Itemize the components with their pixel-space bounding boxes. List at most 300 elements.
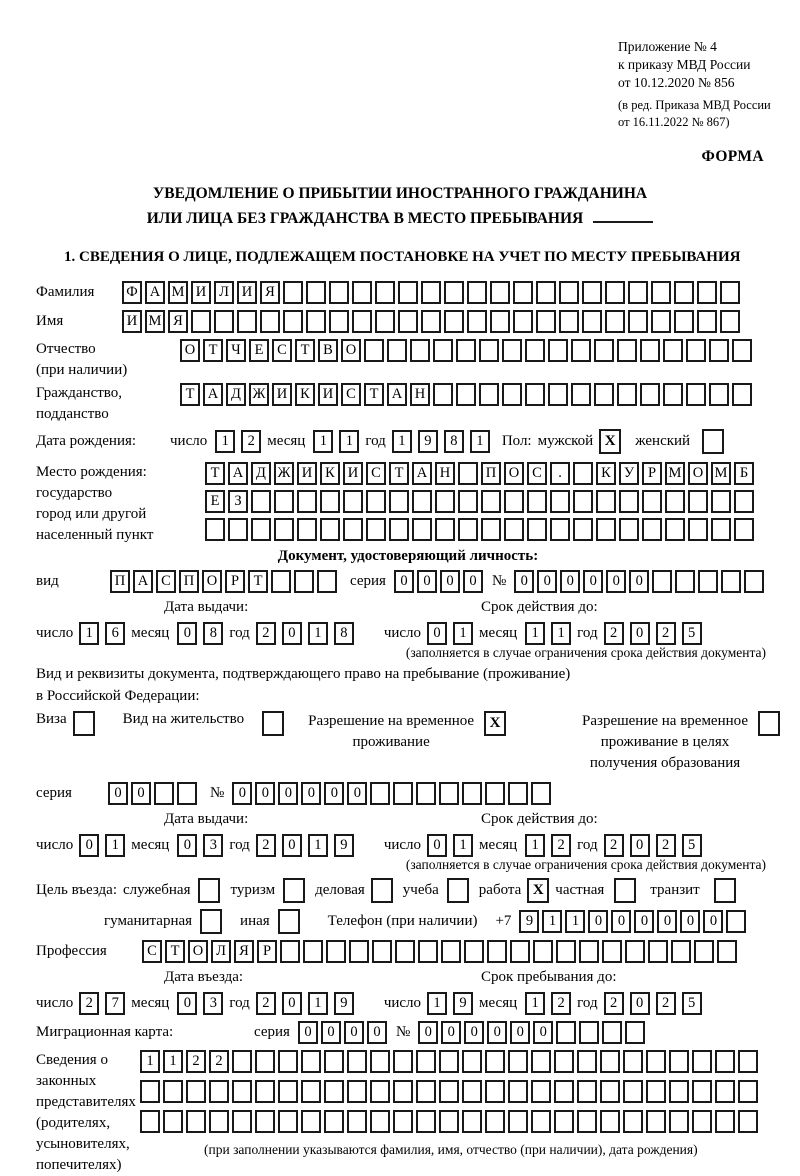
char-cell[interactable]: 0 (301, 782, 321, 805)
char-cell[interactable]: 0 (347, 782, 367, 805)
char-cell[interactable] (462, 1050, 482, 1073)
char-cell[interactable]: 0 (282, 622, 302, 645)
char-cell[interactable] (674, 281, 694, 304)
char-cell[interactable]: Е (249, 339, 269, 362)
char-cell[interactable]: 0 (463, 570, 483, 593)
char-cell[interactable]: О (188, 940, 208, 963)
char-cell[interactable] (686, 339, 706, 362)
char-cell[interactable] (646, 1110, 666, 1133)
char-cell[interactable] (732, 339, 752, 362)
char-cell[interactable] (435, 490, 455, 513)
char-cell[interactable] (688, 490, 708, 513)
char-cell[interactable] (398, 310, 418, 333)
char-cell[interactable]: И (122, 310, 142, 333)
char-cell[interactable] (343, 518, 363, 541)
char-cell[interactable] (294, 570, 314, 593)
char-cell[interactable]: 0 (533, 1021, 553, 1044)
char-cell[interactable] (389, 518, 409, 541)
char-cell[interactable] (671, 940, 691, 963)
char-cell[interactable] (698, 570, 718, 593)
char-cell[interactable] (688, 518, 708, 541)
char-cell[interactable] (326, 940, 346, 963)
char-cell[interactable] (548, 339, 568, 362)
char-cell[interactable] (502, 339, 522, 362)
char-cell[interactable] (393, 782, 413, 805)
char-cell[interactable] (352, 281, 372, 304)
char-cell[interactable] (571, 339, 591, 362)
char-cell[interactable] (329, 310, 349, 333)
char-cell[interactable]: 2 (656, 834, 676, 857)
char-cell[interactable] (669, 1110, 689, 1133)
char-cell[interactable] (738, 1050, 758, 1073)
char-cell[interactable] (260, 310, 280, 333)
char-cell[interactable]: Т (205, 462, 225, 485)
purpose-transit-checkbox[interactable] (714, 878, 736, 903)
purpose-other-checkbox[interactable] (278, 909, 300, 934)
char-cell[interactable]: Т (248, 570, 268, 593)
char-cell[interactable]: 1 (308, 992, 328, 1015)
char-cell[interactable] (711, 518, 731, 541)
char-cell[interactable]: 5 (682, 622, 702, 645)
char-cell[interactable] (375, 281, 395, 304)
char-cell[interactable] (481, 490, 501, 513)
char-cell[interactable] (366, 490, 386, 513)
char-cell[interactable]: А (228, 462, 248, 485)
char-cell[interactable]: 0 (629, 570, 649, 593)
char-cell[interactable] (347, 1050, 367, 1073)
char-cell[interactable]: Т (389, 462, 409, 485)
char-cell[interactable]: 2 (551, 834, 571, 857)
char-cell[interactable] (324, 1080, 344, 1103)
char-cell[interactable] (410, 339, 430, 362)
char-cell[interactable]: 0 (634, 910, 654, 933)
char-cell[interactable] (692, 1050, 712, 1073)
char-cell[interactable]: 0 (367, 1021, 387, 1044)
char-cell[interactable] (675, 570, 695, 593)
char-cell[interactable]: 0 (177, 834, 197, 857)
char-cell[interactable] (554, 1050, 574, 1073)
char-cell[interactable] (640, 383, 660, 406)
char-cell[interactable]: И (297, 462, 317, 485)
char-cell[interactable] (458, 518, 478, 541)
char-cell[interactable]: 0 (703, 910, 723, 933)
char-cell[interactable] (734, 518, 754, 541)
char-cell[interactable] (320, 490, 340, 513)
char-cell[interactable] (640, 339, 660, 362)
char-cell[interactable]: 2 (79, 992, 99, 1015)
char-cell[interactable]: 0 (298, 1021, 318, 1044)
char-cell[interactable] (642, 490, 662, 513)
char-cell[interactable] (372, 940, 392, 963)
char-cell[interactable]: Н (435, 462, 455, 485)
char-cell[interactable] (462, 782, 482, 805)
char-cell[interactable]: 1 (339, 430, 359, 453)
char-cell[interactable] (412, 490, 432, 513)
char-cell[interactable] (550, 490, 570, 513)
char-cell[interactable]: 0 (514, 570, 534, 593)
char-cell[interactable] (177, 782, 197, 805)
char-cell[interactable]: 0 (255, 782, 275, 805)
char-cell[interactable] (536, 281, 556, 304)
char-cell[interactable] (525, 383, 545, 406)
char-cell[interactable] (531, 1110, 551, 1133)
char-cell[interactable] (297, 490, 317, 513)
char-cell[interactable] (370, 1050, 390, 1073)
char-cell[interactable] (366, 518, 386, 541)
char-cell[interactable] (364, 339, 384, 362)
char-cell[interactable] (577, 1110, 597, 1133)
char-cell[interactable] (393, 1080, 413, 1103)
char-cell[interactable]: Ф (122, 281, 142, 304)
char-cell[interactable]: А (203, 383, 223, 406)
char-cell[interactable] (715, 1050, 735, 1073)
purpose-study-checkbox[interactable] (447, 878, 469, 903)
char-cell[interactable] (387, 339, 407, 362)
char-cell[interactable] (600, 1050, 620, 1073)
char-cell[interactable]: С (341, 383, 361, 406)
char-cell[interactable] (456, 383, 476, 406)
purpose-humanitarian-checkbox[interactable] (200, 909, 222, 934)
char-cell[interactable] (717, 940, 737, 963)
char-cell[interactable] (209, 1080, 229, 1103)
char-cell[interactable] (209, 1110, 229, 1133)
char-cell[interactable]: 1 (453, 622, 473, 645)
char-cell[interactable] (625, 940, 645, 963)
char-cell[interactable] (416, 1050, 436, 1073)
char-cell[interactable]: 2 (241, 430, 261, 453)
char-cell[interactable] (433, 339, 453, 362)
char-cell[interactable] (140, 1110, 160, 1133)
char-cell[interactable] (479, 383, 499, 406)
char-cell[interactable] (324, 1050, 344, 1073)
char-cell[interactable] (462, 1080, 482, 1103)
char-cell[interactable]: С (366, 462, 386, 485)
char-cell[interactable] (651, 310, 671, 333)
char-cell[interactable]: 1 (105, 834, 125, 857)
char-cell[interactable]: 0 (606, 570, 626, 593)
char-cell[interactable] (487, 940, 507, 963)
char-cell[interactable] (617, 339, 637, 362)
char-cell[interactable] (485, 1110, 505, 1133)
char-cell[interactable] (271, 570, 291, 593)
char-cell[interactable]: Л (214, 281, 234, 304)
char-cell[interactable]: 1 (525, 992, 545, 1015)
char-cell[interactable]: 0 (630, 992, 650, 1015)
char-cell[interactable]: 0 (537, 570, 557, 593)
char-cell[interactable]: О (504, 462, 524, 485)
char-cell[interactable] (467, 310, 487, 333)
char-cell[interactable] (303, 940, 323, 963)
char-cell[interactable] (163, 1110, 183, 1133)
char-cell[interactable] (412, 518, 432, 541)
char-cell[interactable]: 1 (308, 834, 328, 857)
char-cell[interactable]: 0 (418, 1021, 438, 1044)
char-cell[interactable] (320, 518, 340, 541)
char-cell[interactable]: 8 (444, 430, 464, 453)
char-cell[interactable] (623, 1050, 643, 1073)
char-cell[interactable] (628, 310, 648, 333)
char-cell[interactable] (596, 518, 616, 541)
char-cell[interactable]: 9 (519, 910, 539, 933)
char-cell[interactable] (697, 281, 717, 304)
char-cell[interactable]: 2 (256, 992, 276, 1015)
char-cell[interactable] (389, 490, 409, 513)
char-cell[interactable] (697, 310, 717, 333)
char-cell[interactable] (228, 518, 248, 541)
char-cell[interactable] (502, 383, 522, 406)
char-cell[interactable]: 2 (604, 992, 624, 1015)
char-cell[interactable] (531, 782, 551, 805)
char-cell[interactable]: 5 (682, 834, 702, 857)
char-cell[interactable] (623, 1080, 643, 1103)
char-cell[interactable] (527, 490, 547, 513)
char-cell[interactable]: 3 (203, 834, 223, 857)
char-cell[interactable] (191, 310, 211, 333)
char-cell[interactable]: Т (180, 383, 200, 406)
char-cell[interactable]: Ж (274, 462, 294, 485)
char-cell[interactable] (329, 281, 349, 304)
char-cell[interactable] (283, 281, 303, 304)
char-cell[interactable]: П (110, 570, 130, 593)
char-cell[interactable]: 0 (487, 1021, 507, 1044)
char-cell[interactable] (232, 1050, 252, 1073)
char-cell[interactable]: А (412, 462, 432, 485)
char-cell[interactable]: 1 (470, 430, 490, 453)
char-cell[interactable] (306, 310, 326, 333)
char-cell[interactable] (349, 940, 369, 963)
char-cell[interactable]: 1 (525, 834, 545, 857)
char-cell[interactable]: Н (410, 383, 430, 406)
female-checkbox[interactable] (702, 429, 724, 454)
char-cell[interactable]: И (272, 383, 292, 406)
char-cell[interactable]: 0 (417, 570, 437, 593)
char-cell[interactable] (467, 281, 487, 304)
char-cell[interactable] (416, 782, 436, 805)
char-cell[interactable] (602, 940, 622, 963)
char-cell[interactable]: П (481, 462, 501, 485)
char-cell[interactable]: 0 (657, 910, 677, 933)
char-cell[interactable] (504, 518, 524, 541)
char-cell[interactable] (297, 518, 317, 541)
char-cell[interactable]: 1 (551, 622, 571, 645)
char-cell[interactable]: А (133, 570, 153, 593)
char-cell[interactable] (646, 1050, 666, 1073)
char-cell[interactable] (163, 1080, 183, 1103)
char-cell[interactable]: 0 (510, 1021, 530, 1044)
char-cell[interactable] (464, 940, 484, 963)
char-cell[interactable] (692, 1080, 712, 1103)
char-cell[interactable]: 1 (542, 910, 562, 933)
char-cell[interactable]: Т (165, 940, 185, 963)
char-cell[interactable] (531, 1080, 551, 1103)
char-cell[interactable] (370, 1080, 390, 1103)
char-cell[interactable] (232, 1110, 252, 1133)
char-cell[interactable] (444, 281, 464, 304)
char-cell[interactable] (274, 490, 294, 513)
char-cell[interactable] (416, 1110, 436, 1133)
char-cell[interactable] (490, 310, 510, 333)
char-cell[interactable]: 2 (186, 1050, 206, 1073)
char-cell[interactable] (485, 782, 505, 805)
char-cell[interactable] (648, 940, 668, 963)
char-cell[interactable] (274, 518, 294, 541)
char-cell[interactable]: 0 (394, 570, 414, 593)
char-cell[interactable]: О (180, 339, 200, 362)
char-cell[interactable]: 0 (611, 910, 631, 933)
char-cell[interactable]: С (272, 339, 292, 362)
char-cell[interactable]: 8 (334, 622, 354, 645)
char-cell[interactable]: 0 (108, 782, 128, 805)
char-cell[interactable] (720, 281, 740, 304)
purpose-business-checkbox[interactable] (371, 878, 393, 903)
char-cell[interactable] (232, 1080, 252, 1103)
char-cell[interactable]: 1 (140, 1050, 160, 1073)
char-cell[interactable]: Д (251, 462, 271, 485)
char-cell[interactable] (444, 310, 464, 333)
char-cell[interactable] (579, 940, 599, 963)
char-cell[interactable]: 0 (177, 622, 197, 645)
char-cell[interactable] (306, 281, 326, 304)
char-cell[interactable] (726, 910, 746, 933)
char-cell[interactable] (623, 1110, 643, 1133)
char-cell[interactable]: С (527, 462, 547, 485)
char-cell[interactable]: К (596, 462, 616, 485)
char-cell[interactable] (352, 310, 372, 333)
char-cell[interactable] (214, 310, 234, 333)
char-cell[interactable]: 0 (321, 1021, 341, 1044)
char-cell[interactable]: 1 (525, 622, 545, 645)
char-cell[interactable]: 0 (630, 834, 650, 857)
char-cell[interactable] (154, 782, 174, 805)
char-cell[interactable] (715, 1080, 735, 1103)
purpose-official-checkbox[interactable] (198, 878, 220, 903)
char-cell[interactable] (458, 462, 478, 485)
char-cell[interactable] (596, 490, 616, 513)
char-cell[interactable] (370, 1110, 390, 1133)
char-cell[interactable] (554, 1080, 574, 1103)
char-cell[interactable] (554, 1110, 574, 1133)
char-cell[interactable] (709, 383, 729, 406)
char-cell[interactable]: О (688, 462, 708, 485)
char-cell[interactable]: 5 (682, 992, 702, 1015)
char-cell[interactable]: Б (734, 462, 754, 485)
char-cell[interactable] (651, 281, 671, 304)
char-cell[interactable]: 0 (464, 1021, 484, 1044)
char-cell[interactable] (577, 1080, 597, 1103)
char-cell[interactable] (513, 310, 533, 333)
char-cell[interactable] (573, 490, 593, 513)
char-cell[interactable] (550, 518, 570, 541)
char-cell[interactable] (732, 383, 752, 406)
char-cell[interactable]: Р (642, 462, 662, 485)
char-cell[interactable] (663, 339, 683, 362)
char-cell[interactable]: 0 (680, 910, 700, 933)
purpose-tourism-checkbox[interactable] (283, 878, 305, 903)
char-cell[interactable] (619, 490, 639, 513)
char-cell[interactable]: И (237, 281, 257, 304)
char-cell[interactable] (278, 1110, 298, 1133)
char-cell[interactable]: Ж (249, 383, 269, 406)
char-cell[interactable]: 0 (427, 622, 447, 645)
char-cell[interactable]: 1 (163, 1050, 183, 1073)
char-cell[interactable] (439, 1110, 459, 1133)
char-cell[interactable] (456, 339, 476, 362)
char-cell[interactable] (669, 1080, 689, 1103)
char-cell[interactable] (421, 310, 441, 333)
char-cell[interactable]: 0 (177, 992, 197, 1015)
char-cell[interactable] (508, 1050, 528, 1073)
char-cell[interactable] (548, 383, 568, 406)
char-cell[interactable] (559, 281, 579, 304)
purpose-work-checkbox[interactable]: X (527, 878, 549, 903)
char-cell[interactable]: 0 (440, 570, 460, 593)
char-cell[interactable]: 9 (418, 430, 438, 453)
char-cell[interactable] (416, 1080, 436, 1103)
char-cell[interactable] (577, 1050, 597, 1073)
rvp-checkbox[interactable]: X (484, 711, 506, 736)
char-cell[interactable] (280, 940, 300, 963)
char-cell[interactable] (513, 281, 533, 304)
char-cell[interactable]: 9 (334, 992, 354, 1015)
char-cell[interactable] (663, 383, 683, 406)
char-cell[interactable]: М (168, 281, 188, 304)
char-cell[interactable]: 0 (560, 570, 580, 593)
char-cell[interactable] (395, 940, 415, 963)
char-cell[interactable] (665, 518, 685, 541)
char-cell[interactable] (510, 940, 530, 963)
char-cell[interactable]: Я (168, 310, 188, 333)
char-cell[interactable]: О (341, 339, 361, 362)
char-cell[interactable]: И (318, 383, 338, 406)
char-cell[interactable]: 2 (604, 622, 624, 645)
char-cell[interactable] (536, 310, 556, 333)
char-cell[interactable] (140, 1080, 160, 1103)
visa-checkbox[interactable] (73, 711, 95, 736)
char-cell[interactable]: 0 (278, 782, 298, 805)
char-cell[interactable]: 1 (565, 910, 585, 933)
char-cell[interactable] (504, 490, 524, 513)
char-cell[interactable] (594, 383, 614, 406)
char-cell[interactable] (625, 1021, 645, 1044)
char-cell[interactable]: С (142, 940, 162, 963)
char-cell[interactable]: 0 (344, 1021, 364, 1044)
char-cell[interactable] (186, 1110, 206, 1133)
char-cell[interactable]: Р (257, 940, 277, 963)
char-cell[interactable] (255, 1110, 275, 1133)
char-cell[interactable] (744, 570, 764, 593)
char-cell[interactable]: 1 (308, 622, 328, 645)
char-cell[interactable] (556, 1021, 576, 1044)
char-cell[interactable] (433, 383, 453, 406)
char-cell[interactable]: 1 (313, 430, 333, 453)
char-cell[interactable] (573, 462, 593, 485)
char-cell[interactable] (734, 490, 754, 513)
char-cell[interactable] (301, 1050, 321, 1073)
char-cell[interactable] (582, 310, 602, 333)
char-cell[interactable] (508, 782, 528, 805)
char-cell[interactable]: 0 (131, 782, 151, 805)
char-cell[interactable] (375, 310, 395, 333)
char-cell[interactable] (527, 518, 547, 541)
char-cell[interactable] (421, 281, 441, 304)
char-cell[interactable]: Я (234, 940, 254, 963)
char-cell[interactable]: . (550, 462, 570, 485)
char-cell[interactable]: 0 (282, 834, 302, 857)
char-cell[interactable] (669, 1050, 689, 1073)
char-cell[interactable]: П (179, 570, 199, 593)
residence-permit-checkbox[interactable] (262, 711, 284, 736)
char-cell[interactable] (485, 1050, 505, 1073)
